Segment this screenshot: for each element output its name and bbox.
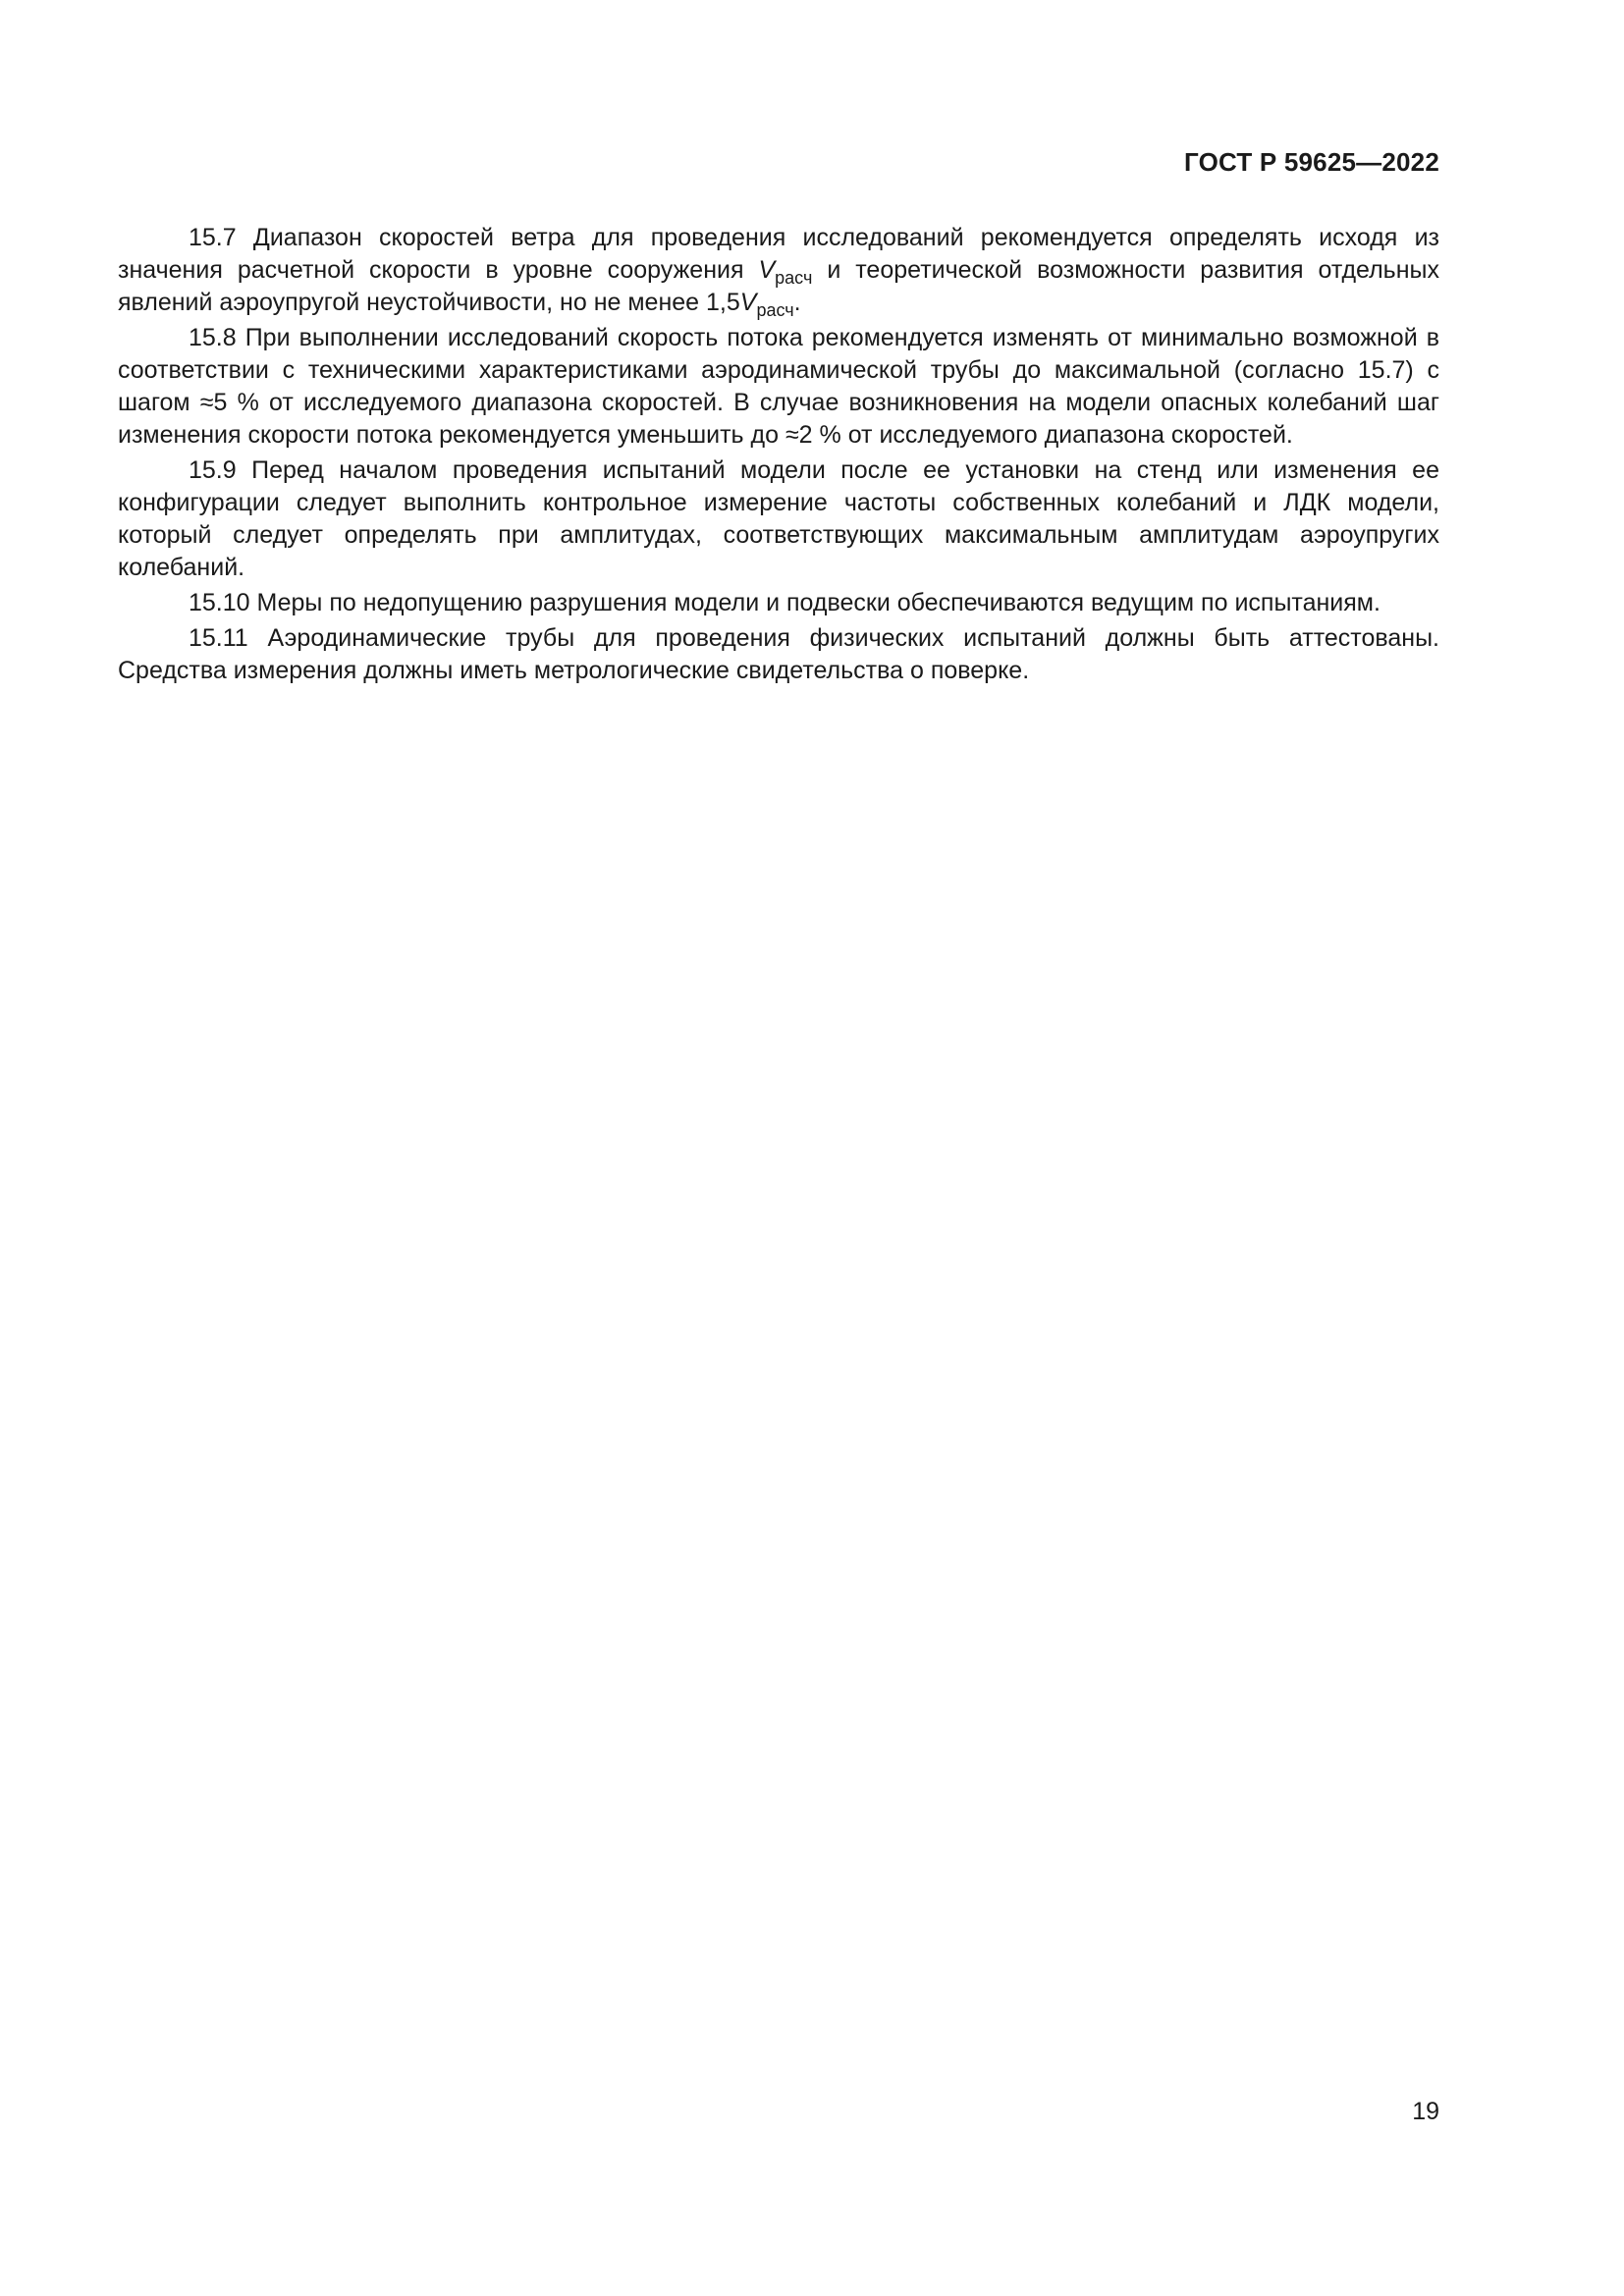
page-number: 19 (1412, 2098, 1439, 2125)
paragraph-text: 15.7 Диапазон скоростей ветра для проведения исследований рекомендуется определять исходя из значения расчетной скорости в уровне сооружения (118, 224, 1439, 284)
paragraph-15-8: 15.8 При выполнении исследований скорость потока рекомендуется изменять от минимально возможной в соответствии с техническими характеристиками аэродинамической трубы до максимальной (согласно 15.7) с шагом ≈5 % от исследуемого диапазона скоростей. В случае возникновения на модели опасных колебаний шаг изменения скорости потока рекомендуется уменьшить до ≈2 % от исследуемого диапазона скоростей. (118, 324, 1439, 449)
paragraph-15-9: 15.9 Перед началом проведения испытаний модели после ее установки на стенд или изменения ее конфигурации следует выполнить контрольное измерение частоты собственных колебаний и ЛДК модели, который следует определять при амплитудах, соответствующих максимальным амплитудам аэроупругих колебаний. (118, 456, 1439, 581)
document-header: ГОСТ Р 59625—2022 (1184, 147, 1439, 177)
paragraph-15-10: 15.10 Меры по недопущению разрушения модели и подвески обеспечиваются ведущим по испытаниям. (189, 589, 1380, 616)
paragraph-15-11: 15.11 Аэродинамические трубы для проведения физических испытаний должны быть аттестованы. Средства измерения должны иметь метрологические свидетельства о поверке. (118, 624, 1439, 684)
velocity-symbol: V (739, 289, 757, 316)
paragraph-text: и теоретической возможности развития отдельных явлений аэроупругой неустойчивости, но не менее 1,5 (118, 256, 1439, 316)
velocity-subscript: расч (775, 268, 813, 288)
paragraph-15-7 (118, 222, 1439, 319)
velocity-subscript: расч (756, 300, 794, 320)
document-body (118, 222, 1439, 690)
velocity-symbol: V (758, 256, 776, 284)
paragraph-text: . (793, 289, 801, 316)
